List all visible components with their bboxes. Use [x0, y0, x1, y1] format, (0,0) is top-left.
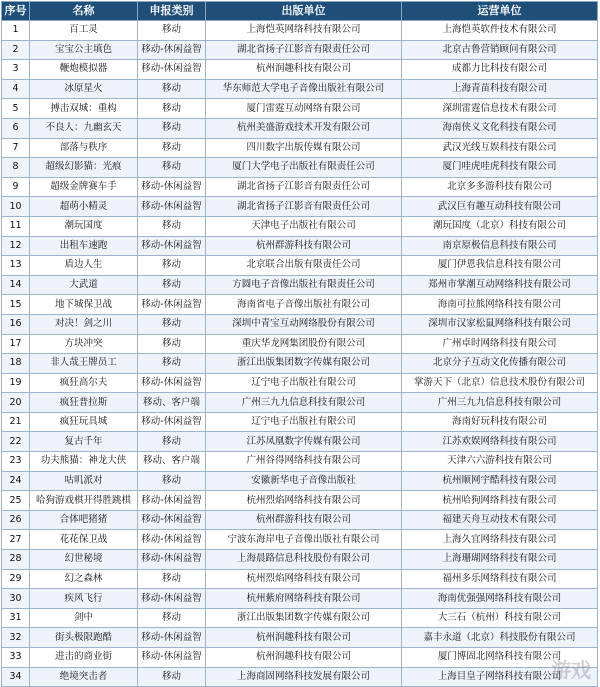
cell-category: 移动-休闲益智: [138, 412, 206, 432]
cell-name: 超级金牌赛车手: [30, 177, 138, 197]
header-number: 序号: [2, 2, 30, 21]
header-operator: 运营单位: [402, 2, 598, 21]
table-row: [2, 216, 598, 236]
cell-operator: 郑州市掌潮互动网络科技有限公司: [402, 275, 598, 295]
cell-number: 12: [2, 236, 30, 256]
cell-publisher: 杭州紫府网络科技有限公司: [206, 589, 402, 609]
header-name: 名称: [30, 2, 138, 21]
header-row: [2, 2, 598, 21]
table-row: [2, 334, 598, 354]
cell-publisher: 四川数字出版传媒有限公司: [206, 138, 402, 158]
table-row: [2, 393, 598, 413]
page-container: [1, 0, 599, 687]
cell-publisher: 上海商固网络科技发展有限公司: [206, 667, 402, 687]
cell-category: 移动-休闲益智: [138, 589, 206, 609]
cell-category: 移动-休闲益智: [138, 648, 206, 668]
cell-category: 移动: [138, 569, 206, 589]
cell-publisher: 重庆华龙网集团股份有限公司: [206, 334, 402, 354]
cell-publisher: 广州谷得网络科技有限公司: [206, 452, 402, 472]
cell-operator: 武汉光线互娱科技有限公司: [402, 138, 598, 158]
cell-number: 30: [2, 589, 30, 609]
cell-category: 移动-休闲益智: [138, 40, 206, 60]
cell-publisher: 杭州烈焰网络科技有限公司: [206, 569, 402, 589]
cell-operator: 掌游天下（北京）信息技术股份有限公司: [402, 373, 598, 393]
cell-operator: 厦门哇虎哇虎科技有限公司: [402, 158, 598, 178]
cell-name: 花花保卫战: [30, 530, 138, 550]
cell-publisher: 浙江出版集团数字传媒有限公司: [206, 354, 402, 374]
table-row: [2, 256, 598, 276]
cell-number: 25: [2, 491, 30, 511]
cell-operator: 深圳雷霆信息技术有限公司: [402, 99, 598, 119]
cell-category: 移动: [138, 432, 206, 452]
cell-publisher: 湖北省扬子江影音有限责任公司: [206, 40, 402, 60]
cell-category: 移动: [138, 667, 206, 687]
cell-name: 非人哉王牌员工: [30, 354, 138, 374]
cell-name: 疯狂高尔夫: [30, 373, 138, 393]
cell-name: 不良人：九幽玄天: [30, 118, 138, 138]
cell-number: 1: [2, 21, 30, 41]
table-row: [2, 491, 598, 511]
cell-operator: 天津六六游科技有限公司: [402, 452, 598, 472]
cell-number: 8: [2, 158, 30, 178]
table-body: [2, 21, 598, 687]
cell-publisher: 安徽新华电子音像出版社: [206, 471, 402, 491]
table-row: [2, 432, 598, 452]
cell-category: 移动-休闲益智: [138, 510, 206, 530]
cell-name: 疯狂普拉斯: [30, 393, 138, 413]
table-row: [2, 628, 598, 648]
cell-publisher: 上海晨路信息科技股份有限公司: [206, 550, 402, 570]
cell-name: 超萌小精灵: [30, 197, 138, 217]
cell-category: 移动-休闲益智: [138, 530, 206, 550]
cell-publisher: 辽宁电子出版社有限公司: [206, 373, 402, 393]
cell-operator: 上海青苗科技有限公司: [402, 79, 598, 99]
cell-operator: 南京原极信息科技有限公司: [402, 236, 598, 256]
cell-category: 移动-休闲益智: [138, 550, 206, 570]
cell-name: 复古千年: [30, 432, 138, 452]
cell-number: 29: [2, 569, 30, 589]
cell-operator: 北京古鲁营销顾问有限公司: [402, 40, 598, 60]
cell-name: 进击的商业街: [30, 648, 138, 668]
cell-number: 2: [2, 40, 30, 60]
cell-publisher: 杭州润趣科技有限公司: [206, 648, 402, 668]
cell-category: 移动-休闲益智: [138, 236, 206, 256]
table-row: [2, 40, 598, 60]
cell-name: 合体吧猪猪: [30, 510, 138, 530]
cell-category: 移动: [138, 275, 206, 295]
cell-category: 移动-休闲益智: [138, 197, 206, 217]
cell-number: 6: [2, 118, 30, 138]
cell-publisher: 湖北省扬子江影音有限责任公司: [206, 177, 402, 197]
cell-operator: 福建天舟互动技术有限公司: [402, 510, 598, 530]
cell-publisher: 海南省电子音像出版社有限公司: [206, 295, 402, 315]
cell-publisher: 厦门大学电子出版社有限责任公司: [206, 158, 402, 178]
table-row: [2, 569, 598, 589]
cell-publisher: 杭州烈焰网络科技有限公司: [206, 491, 402, 511]
table-row: [2, 79, 598, 99]
cell-category: 移动: [138, 608, 206, 628]
cell-number: 20: [2, 393, 30, 413]
cell-name: 方块冲突: [30, 334, 138, 354]
table-row: [2, 471, 598, 491]
cell-category: 移动、客户端: [138, 393, 206, 413]
cell-operator: 上海久宜网络科技有限公司: [402, 530, 598, 550]
cell-name: 咕叽派对: [30, 471, 138, 491]
cell-name: 剑中: [30, 608, 138, 628]
cell-category: 移动、客户端: [138, 452, 206, 472]
table-row: [2, 236, 598, 256]
watermark-logo: 游戏: [551, 658, 591, 683]
cell-category: 移动-休闲益智: [138, 491, 206, 511]
cell-name: 百工灵: [30, 21, 138, 41]
cell-publisher: 华东师范大学电子音像出版社有限公司: [206, 79, 402, 99]
cell-number: 18: [2, 354, 30, 374]
table-row: [2, 118, 598, 138]
cell-operator: 北京分子互动文化传播有限公司: [402, 354, 598, 374]
table-row: [2, 295, 598, 315]
table-row: [2, 138, 598, 158]
table-row: [2, 510, 598, 530]
cell-publisher: 深圳中青宝互动网络股份有限公司: [206, 314, 402, 334]
cell-number: 26: [2, 510, 30, 530]
cell-operator: 深圳市汉家松鼠网络科技有限公司: [402, 314, 598, 334]
cell-publisher: 北京联合出版有限责任公司: [206, 256, 402, 276]
cell-name: 疯狂玩具城: [30, 412, 138, 432]
header-publisher: 出版单位: [206, 2, 402, 21]
cell-name: 绝境突击者: [30, 667, 138, 687]
cell-publisher: 辽宁电子出版社有限公司: [206, 412, 402, 432]
cell-number: 13: [2, 256, 30, 276]
cell-publisher: 方圆电子音像出版社有限责任公司: [206, 275, 402, 295]
table-row: [2, 314, 598, 334]
cell-operator: 厦门伊恩我信息科技有限公司: [402, 256, 598, 276]
cell-publisher: 浙江出版集团数字传媒有限公司: [206, 608, 402, 628]
cell-number: 19: [2, 373, 30, 393]
cell-operator: 武汉巨有趣互动科技有限公司: [402, 197, 598, 217]
cell-category: 移动: [138, 216, 206, 236]
cell-publisher: 上海恺英网络科技有限公司: [206, 21, 402, 41]
cell-publisher: 杭州美盛游戏技术开发有限公司: [206, 118, 402, 138]
approval-list-table: [1, 1, 598, 687]
cell-category: 移动: [138, 79, 206, 99]
table-row: [2, 608, 598, 628]
cell-name: 哈狗游戏棋开得胜跳棋: [30, 491, 138, 511]
cell-name: 超级幻影猫：光痕: [30, 158, 138, 178]
table-row: [2, 667, 598, 687]
table-row: [2, 99, 598, 119]
table-row: [2, 452, 598, 472]
table-row: [2, 354, 598, 374]
cell-publisher: 湖北省扬子江影音有限责任公司: [206, 197, 402, 217]
cell-category: 移动-休闲益智: [138, 628, 206, 648]
cell-name: 对决！剑之川: [30, 314, 138, 334]
cell-name: 部落与秩序: [30, 138, 138, 158]
cell-number: 22: [2, 432, 30, 452]
cell-publisher: 天津电子出版社有限公司: [206, 216, 402, 236]
cell-operator: 上海珊瑚网络科技有限公司: [402, 550, 598, 570]
cell-number: 28: [2, 550, 30, 570]
cell-operator: 海南优强强网络科技有限公司: [402, 589, 598, 609]
cell-operator: 北京多多游科技有限公司: [402, 177, 598, 197]
table-row: [2, 197, 598, 217]
cell-operator: 杭州顺网宇酷科技有限公司: [402, 471, 598, 491]
cell-operator: 杭州哈狗网络科技有限公司: [402, 491, 598, 511]
cell-name: 搏击双城：重构: [30, 99, 138, 119]
table-row: [2, 60, 598, 80]
cell-category: 移动: [138, 354, 206, 374]
cell-publisher: 杭州群游科技有限公司: [206, 236, 402, 256]
cell-number: 7: [2, 138, 30, 158]
cell-operator: 福州多乐网络科技有限公司: [402, 569, 598, 589]
table-row: [2, 373, 598, 393]
cell-number: 21: [2, 412, 30, 432]
cell-operator: 嘉丰永道（北京）科技股份有限公司: [402, 628, 598, 648]
cell-name: 幻之森林: [30, 569, 138, 589]
table-row: [2, 158, 598, 178]
cell-category: 移动-休闲益智: [138, 295, 206, 315]
cell-category: 移动-休闲益智: [138, 373, 206, 393]
cell-number: 9: [2, 177, 30, 197]
cell-operator: 海南可拉熊网络科技有限公司: [402, 295, 598, 315]
cell-number: 15: [2, 295, 30, 315]
cell-number: 27: [2, 530, 30, 550]
table-row: [2, 177, 598, 197]
cell-publisher: 宁波东海岸电子音像出版社有限公司: [206, 530, 402, 550]
cell-category: 移动: [138, 471, 206, 491]
cell-publisher: 广州三九九信息科技有限公司: [206, 393, 402, 413]
cell-category: 移动: [138, 314, 206, 334]
table-row: [2, 21, 598, 41]
cell-category: 移动: [138, 158, 206, 178]
cell-operator: 上海恺英软件技术有限公司: [402, 21, 598, 41]
cell-category: 移动: [138, 21, 206, 41]
cell-publisher: 江苏凤凰数字传媒有限公司: [206, 432, 402, 452]
cell-publisher: 杭州润趣科技有限公司: [206, 60, 402, 80]
cell-category: 移动: [138, 256, 206, 276]
header-category: 申报类别: [138, 2, 206, 21]
cell-operator: 成都力比科技有限公司: [402, 60, 598, 80]
cell-name: 宝宝公主填色: [30, 40, 138, 60]
cell-number: 4: [2, 79, 30, 99]
cell-number: 34: [2, 667, 30, 687]
cell-category: 移动: [138, 334, 206, 354]
cell-operator: 上海目皇子网络科技有限公司: [402, 667, 598, 687]
table-header: [2, 2, 598, 21]
table-row: [2, 589, 598, 609]
table-row: [2, 412, 598, 432]
cell-category: 移动: [138, 118, 206, 138]
cell-name: 疾风飞行: [30, 589, 138, 609]
cell-name: 地下城保卫战: [30, 295, 138, 315]
cell-category: 移动-休闲益智: [138, 60, 206, 80]
cell-publisher: 杭州群游科技有限公司: [206, 510, 402, 530]
cell-operator: 江苏欢娱网络科技有限公司: [402, 432, 598, 452]
cell-name: 冰原星火: [30, 79, 138, 99]
table-row: [2, 550, 598, 570]
cell-category: 移动: [138, 99, 206, 119]
cell-name: 潮玩国度: [30, 216, 138, 236]
cell-number: 3: [2, 60, 30, 80]
cell-number: 32: [2, 628, 30, 648]
cell-name: 功夫熊猫：神龙大侠: [30, 452, 138, 472]
cell-number: 10: [2, 197, 30, 217]
cell-name: 盾边人生: [30, 256, 138, 276]
cell-operator: 海南好玩科技有限公司: [402, 412, 598, 432]
cell-operator: 广州卓时网络科技有限公司: [402, 334, 598, 354]
table-row: [2, 648, 598, 668]
cell-operator: 厦门博固北网络科技有限公司: [402, 648, 598, 668]
cell-number: 23: [2, 452, 30, 472]
cell-number: 17: [2, 334, 30, 354]
cell-operator: 海南侠义文化科技有限公司: [402, 118, 598, 138]
cell-number: 31: [2, 608, 30, 628]
cell-number: 14: [2, 275, 30, 295]
cell-publisher: 杭州润趣科技有限公司: [206, 628, 402, 648]
cell-name: 大武道: [30, 275, 138, 295]
cell-number: 33: [2, 648, 30, 668]
cell-operator: 潮玩国度（北京）科技有限公司: [402, 216, 598, 236]
cell-name: 街头极限跑酷: [30, 628, 138, 648]
cell-operator: 广州三九九信息科技有限公司: [402, 393, 598, 413]
cell-name: 鞭炮模拟器: [30, 60, 138, 80]
cell-name: 幻世秘境: [30, 550, 138, 570]
cell-number: 5: [2, 99, 30, 119]
table-row: [2, 275, 598, 295]
cell-number: 24: [2, 471, 30, 491]
cell-publisher: 厦门雷霆互动网络有限公司: [206, 99, 402, 119]
cell-operator: 大三石（杭州）科技有限公司: [402, 608, 598, 628]
cell-number: 11: [2, 216, 30, 236]
table-row: [2, 530, 598, 550]
cell-category: 移动: [138, 138, 206, 158]
cell-name: 出租车速跑: [30, 236, 138, 256]
cell-number: 16: [2, 314, 30, 334]
cell-category: 移动-休闲益智: [138, 177, 206, 197]
